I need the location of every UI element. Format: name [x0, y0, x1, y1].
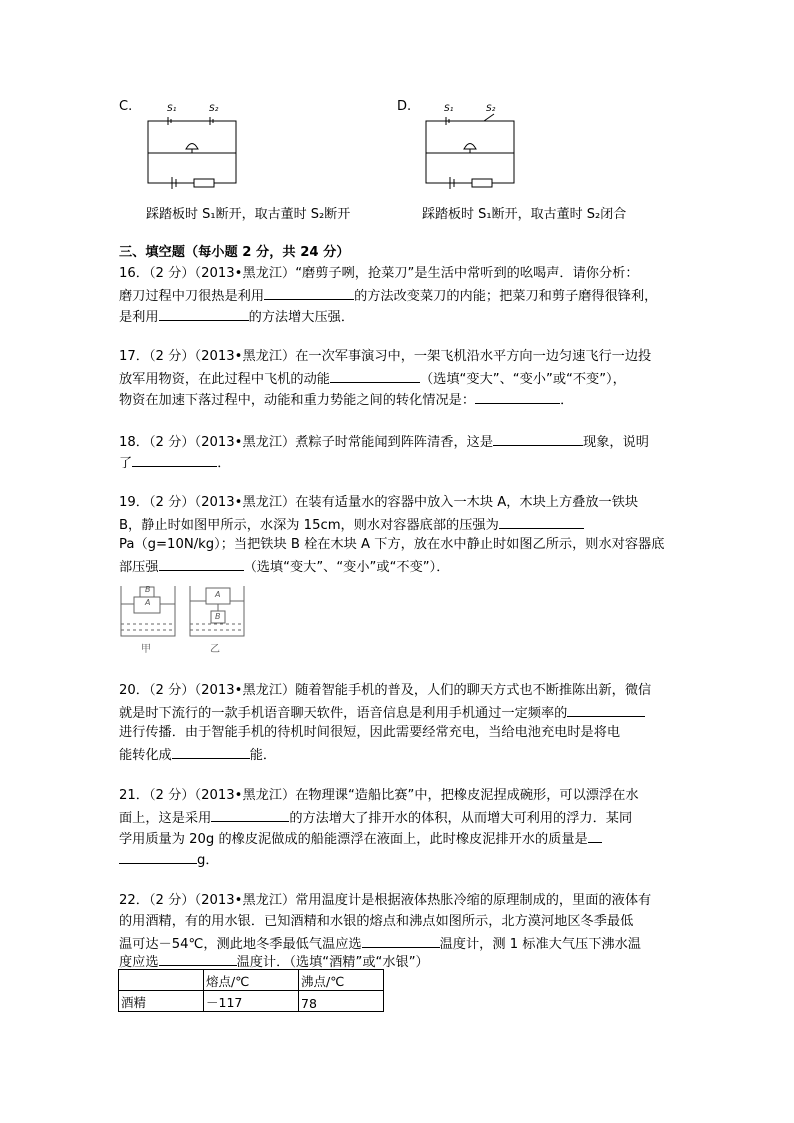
q17-blank-2	[475, 390, 560, 404]
q16-line-2-b: 的方法改变菜刀的内能；把菜刀和剪子磨得很锋利，	[354, 289, 658, 304]
q21-line-4	[119, 850, 219, 870]
option-d-caption: 踩踏板时 S₁断开，取古董时 S₂闭合	[422, 207, 627, 222]
q22-line-1: 22．（2 分）（2013•黑龙江）常用温度计是根据液体热胀冷缩的原理制成的，里面的液体有	[119, 893, 652, 908]
q21-line-3	[119, 829, 602, 849]
option-d-circuit-diagram	[418, 104, 522, 190]
q18-blank-1	[493, 432, 583, 446]
q21-line-2	[119, 808, 632, 828]
q20-blank-2	[172, 745, 250, 759]
q17-line-2-a: 放军用物资，在此过程中飞机的动能	[119, 372, 330, 387]
q21-blank-1	[211, 808, 289, 822]
q17-blank-1	[330, 369, 420, 383]
section-heading: 三、填空题（每小题 2 分，共 24 分）	[119, 245, 350, 260]
q19-line-4-b: （选填“变大”、“变小”或“不变”）．	[243, 560, 450, 575]
option-d-s2-label: S₂	[486, 104, 496, 114]
q20-line-4-a: 能转化成	[119, 748, 172, 763]
q22-line-4-b: 温度计．（选填“酒精”或“水银”）	[236, 955, 429, 970]
q16-line-3	[119, 307, 354, 327]
q18-line-2	[119, 453, 230, 473]
q18-blank-2	[132, 453, 217, 467]
q21-line-2-b: 的方法增大了排开水的体积，从而增大可利用的浮力．某同	[289, 811, 633, 826]
q20-line-2	[119, 703, 645, 723]
option-c-label: C.	[119, 99, 133, 114]
table-row	[119, 991, 384, 1012]
q16-line-2	[119, 286, 657, 306]
q21-line-1: 21．（2 分）（2013•黑龙江）在物理课“造船比赛”中，把橡皮泥捏成碗形，可以漂浮在水	[119, 788, 639, 803]
q20-line-2-a: 就是时下流行的一款手机语音聊天软件，语音信息是利用手机通过一定频率的	[119, 706, 568, 721]
q16-line-2-a: 磨刀过程中刀很热是利用	[119, 289, 265, 304]
q18-line-1-a: 18．（2 分）（2013•黑龙江）煮粽子时常能闻到阵阵清香，这是	[119, 435, 494, 450]
q19-blank-2	[159, 557, 244, 571]
q20-line-1: 20．（2 分）（2013•黑龙江）随着智能手机的普及，人们的聊天方式也不断推陈出新，微信	[119, 683, 652, 698]
q16-line-3-b: 的方法增大压强．	[248, 310, 355, 325]
q22-line-3-b: 温度计，测 1 标准大气压下沸水温	[439, 937, 641, 952]
q21-blank-2b	[119, 850, 197, 864]
q16-blank-2	[159, 307, 249, 321]
q16-blank-1	[264, 286, 354, 300]
q18-line-1	[119, 432, 649, 452]
q22-melting-boiling-table	[118, 969, 384, 1012]
q19-fig-label-b-yi: B	[215, 612, 221, 621]
option-c-caption: 踩踏板时 S₁断开，取古董时 S₂断开	[146, 207, 351, 222]
q19-line-2	[119, 515, 584, 535]
q22-blank-2	[159, 952, 237, 966]
q17-line-2-b: （选填“变大”、“变小”或“不变”），	[420, 372, 626, 387]
q19-line-4	[119, 557, 449, 577]
q20-line-4-b: 能．	[249, 748, 277, 763]
q18-line-2-a: 了	[119, 456, 133, 471]
option-c-s1-label: S₁	[167, 104, 177, 114]
table-header-cell	[119, 970, 204, 991]
table-header-row	[119, 970, 384, 991]
q21-line-2-a: 面上，这是采用	[119, 811, 212, 826]
option-d-s1-label: S₁	[444, 104, 454, 114]
table-cell: 78	[299, 991, 384, 1012]
q19-line-2-a: B，静止时如图甲所示，水深为 15cm，则水对容器底部的压强为	[119, 518, 499, 533]
option-c-circuit-diagram	[140, 104, 244, 190]
q21-blank-2a	[588, 829, 602, 843]
q17-line-1: 17．（2 分）（2013•黑龙江）在一次军事演习中，一架飞机沿水平方向一边匀速飞行一边投	[119, 349, 652, 364]
q16-line-1: 16．（2 分）（2013•黑龙江）“磨剪子咧，抢菜刀”是生活中常听到的吆喝声．请你分析：	[119, 266, 639, 281]
table-cell: －117	[204, 991, 299, 1012]
q19-line-3: Pa（g=10N/kg）；当把铁块 B 栓在木块 A 下方，放在水中静止时如图乙所示，则水对容器底	[119, 537, 665, 552]
q17-line-3-b: ．	[560, 393, 574, 408]
option-c-s2-label: S₂	[209, 104, 219, 114]
q22-line-3-a: 温可达－54℃，测此地冬季最低气温应选	[119, 937, 362, 952]
q22-line-2: 的用酒精，有的用水银．已知酒精和水银的熔点和沸点如图所示，北方漠河地区冬季最低	[119, 914, 634, 929]
q17-line-2	[119, 369, 626, 389]
q19-line-4-a: 部压强	[119, 560, 159, 575]
q18-line-1-b: 现象，说明	[583, 435, 649, 450]
q19-line-1: 19．（2 分）（2013•黑龙江）在装有适量水的容器中放入一木块 A，木块上方叠放一铁块	[119, 495, 639, 510]
q19-fig-label-jia: 甲	[141, 644, 151, 655]
q19-fig-label-a-yi: A	[215, 590, 221, 599]
q21-line-4-b: g．	[197, 853, 219, 868]
q19-fig-label-b-jia: B	[145, 585, 151, 594]
option-d-label: D.	[397, 99, 412, 114]
table-cell: 酒精	[119, 991, 204, 1012]
q19-figure	[118, 584, 248, 654]
q22-blank-1	[362, 934, 440, 948]
q18-line-2-b: ．	[217, 456, 231, 471]
table-header-cell: 熔点/℃	[204, 970, 299, 991]
q17-line-3	[119, 390, 573, 410]
q19-fig-label-yi: 乙	[210, 644, 220, 655]
q20-line-3: 进行传播．由于智能手机的待机时间很短，因此需要经常充电，当给电池充电时是将电	[119, 725, 621, 740]
q20-line-4	[119, 745, 276, 765]
q22-line-3	[119, 934, 641, 954]
q20-blank-1	[567, 703, 645, 717]
q17-line-3-a: 物资在加速下落过程中，动能和重力势能之间的转化情况是：	[119, 393, 476, 408]
q21-line-3-a: 学用质量为 20g 的橡皮泥做成的船能漂浮在液面上，此时橡皮泥排开水的质量是	[119, 832, 588, 847]
table-header-cell: 沸点/℃	[299, 970, 384, 991]
q19-blank-1	[499, 515, 584, 529]
q16-line-3-a: 是利用	[119, 310, 159, 325]
q19-fig-label-a-jia: A	[145, 598, 151, 607]
q22-line-4-a: 度应选	[119, 955, 159, 970]
